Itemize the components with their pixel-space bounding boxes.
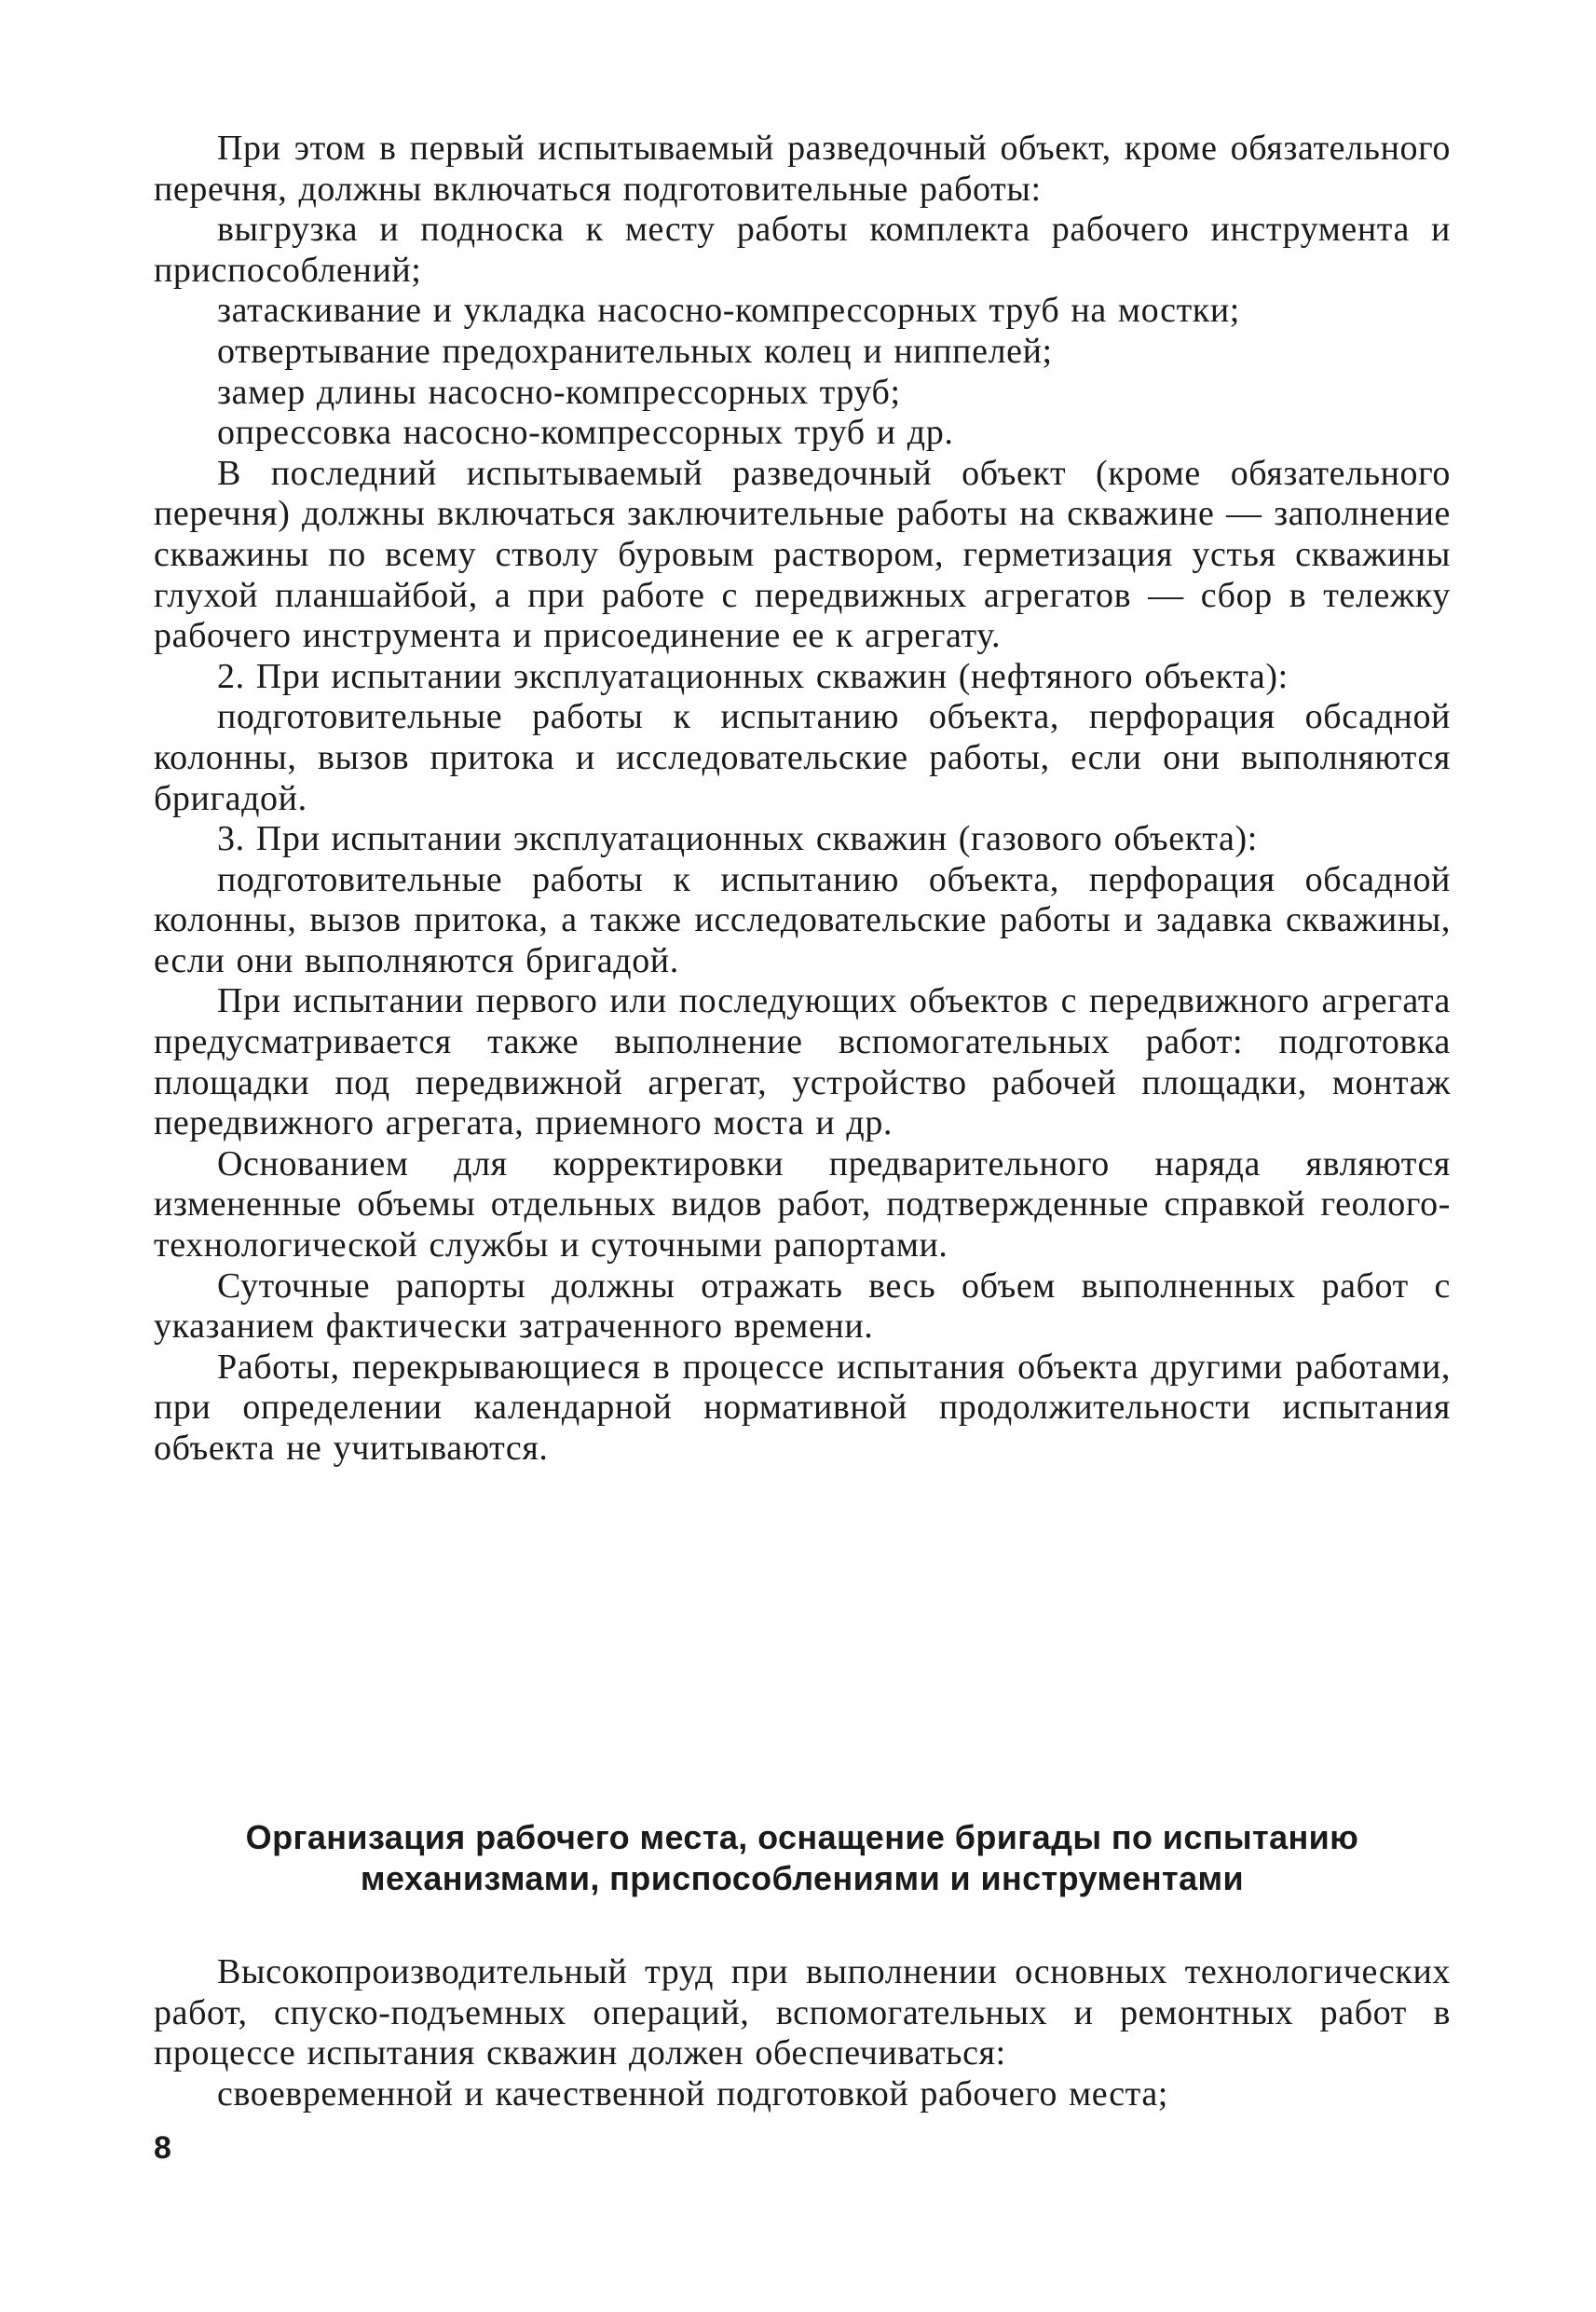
paragraph: замер длины насосно-компрессорных труб; — [217, 372, 901, 412]
paragraph: Работы, перекрывающиеся в процессе испытания объекта другими работами, при определении календарной нормативной продолжительности испытания объекта не учитываются. — [154, 1347, 1451, 1468]
paragraph: подготовительные работы к испытанию объекта, перфорация обсадной колонны, вызов притока, а также исследовательские работы и задавка скважины, если они выполняются бригадой. — [154, 859, 1451, 980]
section-heading-line-1: Организация рабочего места, оснащение бригады по испытанию — [245, 1818, 1359, 1856]
paragraph: 2. При испытании эксплуатационных скважин (нефтяного объекта): — [217, 656, 1289, 696]
paragraph: отвертывание предохранительных колец и ниппелей; — [217, 331, 1053, 371]
paragraph: выгрузка и подноска к месту работы комплекта рабочего инструмента и приспособлений; — [154, 210, 1451, 290]
paragraph: подготовительные работы к испытанию объекта, перфорация обсадной колонны, вызов притока и исследовательские работы, если они выполняются бригадой. — [154, 697, 1451, 818]
paragraph: опрессовка насосно-компрессорных труб и др. — [217, 413, 954, 453]
paragraph: Основанием для корректировки предварительного наряда являются измененные объемы отдельных видов работ, подтвержденные справкой геолого-технологической службы и суточными рапортами. — [154, 1143, 1451, 1265]
paragraph: затаскивание и укладка насосно-компрессорных труб на мостки; — [217, 291, 1240, 331]
paragraph: Суточные рапорты должны отражать весь объем выполненных работ с указанием фактически затраченного времени. — [154, 1265, 1451, 1347]
paragraph: Высокопроизводительный труд при выполнении основных технологических работ, спуско-подъемных операций, вспомогательных и ремонтных работ в процессе испытания скважин должен обеспечиваться: — [154, 1952, 1451, 2073]
section-heading-line-2: механизмами, приспособлениями и инструментами — [360, 1859, 1245, 1897]
body-text — [154, 129, 1451, 1470]
paragraph: При этом в первый испытываемый разведочный объект, кроме обязательного перечня, должны включаться подготовительные работы: — [154, 129, 1451, 209]
section-heading — [154, 1817, 1451, 1899]
paragraph: В последний испытываемый разведочный объект (кроме обязательного перечня) должны включаться заключительные работы на скважине — заполнение скважины по всему стволу буровым раствором, герметизация устья скважины глухой планшайбой, а при работе с передвижных агрегатов — сбор в тележку рабочего инструмента и присоединение ее к агрегату. — [154, 453, 1451, 656]
paragraph: 3. При испытании эксплуатационных скважин (газового объекта): — [217, 819, 1258, 859]
section-body-text — [154, 1952, 1451, 2114]
paragraph: При испытании первого или последующих объектов с передвижного агрегата предусматривается также выполнение вспомогательных работ: подготовка площадки под передвижной агрегат, устройство рабочей площадки, монтаж передвижного агрегата, приемного моста и др. — [154, 981, 1451, 1143]
paragraph: своевременной и качественной подготовкой рабочего места; — [217, 2073, 1168, 2114]
page-number: 8 — [154, 2130, 171, 2166]
